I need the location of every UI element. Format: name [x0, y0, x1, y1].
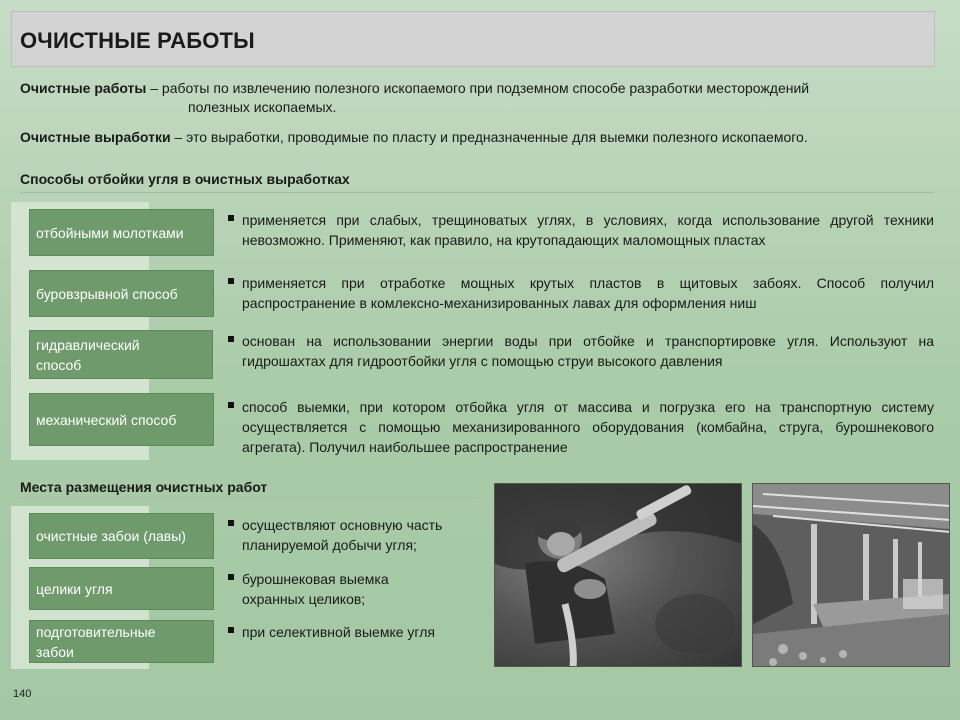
place-pillars — [29, 567, 214, 610]
place-faces-text: осуществляют основную часть планируемой добычи угля; — [242, 517, 443, 553]
method-mechanical — [29, 393, 214, 446]
place-pillars-label: целики угля — [36, 580, 113, 597]
definition-1 — [20, 79, 940, 117]
bullet-marker — [228, 520, 234, 526]
definition-2-text: – это выработки, проводимые по пласту и предназначенные для выемки полезного ископаемого. — [170, 129, 808, 145]
place-faces-description — [228, 515, 478, 555]
place-pillars-description — [228, 569, 428, 609]
method-hammers — [29, 209, 214, 256]
method-hydraulic — [29, 330, 213, 379]
method-blasting — [29, 270, 214, 317]
definition-1-continuation: полезных ископаемых. — [188, 99, 337, 115]
method-hammers-label: отбойными молотками — [36, 224, 184, 241]
methods-section-rule — [20, 192, 934, 193]
places-section-rule — [20, 497, 476, 498]
longwall-photo-illustration — [753, 484, 950, 667]
place-faces-label: очистные забои (лавы) — [36, 528, 186, 544]
method-hammers-text: применяется при слабых, трещиноватых углях, в условиях, когда использование другой техники невозможно. Применяют, как правило, на крутопадающих маломощных пластах — [242, 212, 934, 248]
definition-1-text: – работы по извлечению полезного ископаемого при подземном способе разработки месторождений — [146, 80, 810, 96]
place-development-text: при селективной выемке угля — [242, 624, 435, 640]
bullet-marker — [228, 574, 234, 580]
place-development-label: подготовительные забои — [36, 623, 156, 660]
bullet-marker — [228, 215, 234, 221]
places-section-title: Места размещения очистных работ — [20, 479, 268, 495]
methods-section-title: Способы отбойки угля в очистных выработках — [20, 171, 350, 187]
method-mechanical-label: механический способ — [36, 411, 177, 428]
definition-2 — [20, 128, 940, 147]
method-hydraulic-label: гидравлический способ — [36, 336, 140, 373]
bullet-marker — [228, 278, 234, 284]
bullet-marker — [228, 627, 234, 633]
method-blasting-description — [228, 273, 934, 313]
method-hydraulic-text: основан на использовании энергии воды при отбойке и транспортировке угля. Используют на гидрошахтах для гидроотбойки угля с помощью струи высокого давления — [242, 333, 934, 369]
bullet-marker — [228, 336, 234, 342]
definition-1-term: Очистные работы — [20, 80, 147, 96]
place-development — [29, 620, 214, 663]
method-hammers-description — [228, 210, 934, 250]
definition-2-term: Очистные выработки — [20, 129, 171, 145]
method-hydraulic-description — [228, 331, 934, 371]
method-mechanical-text: способ выемки, при котором отбойка угля от массива и погрузка его на транспортную систему осуществляется с помощью механизированного оборудования (комбайна, струга, бурошнекового агрегата). Получил наибольшее распространение — [242, 399, 934, 455]
bullet-marker — [228, 402, 234, 408]
page-number: 140 — [13, 688, 32, 700]
miner-photo-illustration — [495, 484, 742, 667]
method-blasting-label: буровзрывной способ — [36, 285, 178, 302]
place-pillars-text: бурошнековая выемка охранных целиков; — [242, 571, 389, 607]
place-development-description — [228, 622, 478, 642]
longwall-support-photo — [752, 483, 950, 667]
method-blasting-text: применяется при отработке мощных крутых пластов в щитовых забоях. Способ получил распространение в комлексно-механизированных лавах для оформления ниш — [242, 275, 934, 311]
place-faces — [29, 513, 214, 559]
method-mechanical-description — [228, 397, 934, 457]
miner-with-hammer-photo — [494, 483, 742, 667]
page-title: ОЧИСТНЫЕ РАБОТЫ — [20, 28, 255, 53]
